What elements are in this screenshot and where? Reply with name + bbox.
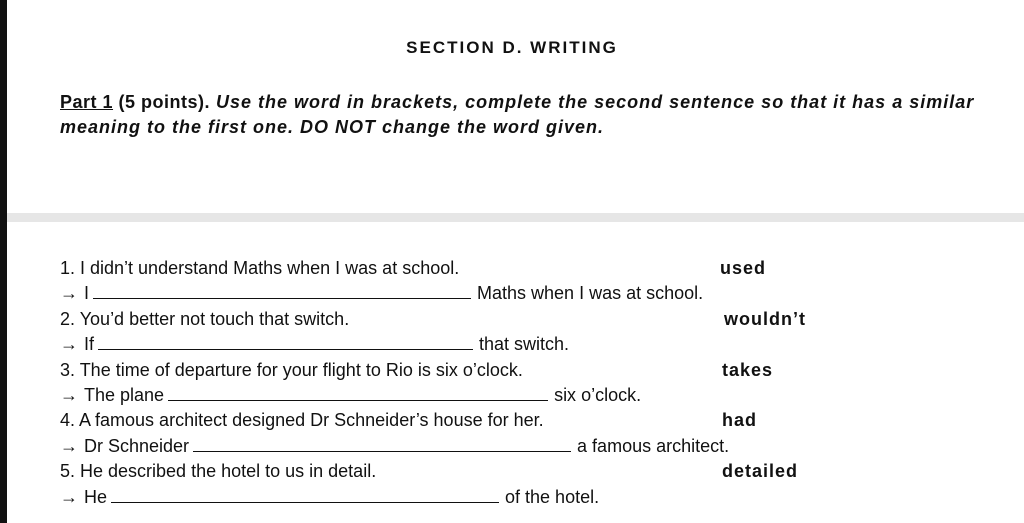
answer-blank[interactable] xyxy=(93,281,471,299)
part-label: Part 1 xyxy=(60,92,114,112)
original-sentence: 5. He described the hotel to us in detail. xyxy=(60,461,377,482)
answer-blank[interactable] xyxy=(168,383,548,401)
answer-start: If xyxy=(84,334,95,355)
keyword: wouldn’t xyxy=(724,308,806,329)
sentence-line xyxy=(60,256,1000,281)
answer-start: He xyxy=(84,486,108,507)
original-sentence: 3. The time of departure for your flight to Rio is six o’clock. xyxy=(60,359,523,380)
answer-blank[interactable] xyxy=(111,485,499,503)
sentence-line xyxy=(60,408,1000,433)
answer-end: six o’clock. xyxy=(554,384,642,405)
original-sentence: 2. You’d better not touch that switch. xyxy=(60,308,350,329)
arrow-icon: → xyxy=(60,384,78,405)
answer-line xyxy=(60,281,1000,306)
points-label: (5 points). xyxy=(113,92,211,112)
answer-start: I xyxy=(84,283,90,304)
answer-end: that switch. xyxy=(479,334,570,355)
original-sentence: 1. I didn’t understand Maths when I was at school. xyxy=(60,258,460,278)
arrow-icon: → xyxy=(60,435,78,456)
answer-line xyxy=(60,434,1000,459)
exercise-list xyxy=(60,256,1000,510)
sentence-line xyxy=(60,459,1000,484)
answer-blank[interactable] xyxy=(98,332,473,350)
section-title: SECTION D. WRITING xyxy=(406,38,618,57)
keyword: takes xyxy=(722,359,774,380)
answer-start: The plane xyxy=(84,384,165,405)
instructions-text: Use the word in brackets, complete the second sentence so that it has a similar meaning to the first one. DO NOT change the word given. xyxy=(60,92,975,137)
sentence-line xyxy=(60,358,1000,383)
answer-blank[interactable] xyxy=(193,434,571,452)
original-sentence: 4. A famous architect designed Dr Schneider’s house for her. xyxy=(60,410,544,431)
keyword: had xyxy=(722,410,758,431)
answer-end: Maths when I was at school. xyxy=(477,283,704,304)
keyword: used xyxy=(720,258,767,278)
answer-line xyxy=(60,485,1000,510)
arrow-icon: → xyxy=(60,283,78,304)
answer-line xyxy=(60,383,1000,408)
answer-end: a famous architect. xyxy=(577,435,730,456)
arrow-icon: → xyxy=(60,486,78,507)
instructions xyxy=(60,90,1010,140)
answer-start: Dr Schneider xyxy=(84,435,190,456)
divider xyxy=(7,213,1024,222)
answer-line xyxy=(60,332,1000,357)
arrow-icon: → xyxy=(60,334,78,355)
left-edge-bar xyxy=(0,0,7,523)
keyword: detailed xyxy=(722,461,799,482)
answer-end: of the hotel. xyxy=(505,486,600,507)
sentence-line xyxy=(60,307,1000,332)
